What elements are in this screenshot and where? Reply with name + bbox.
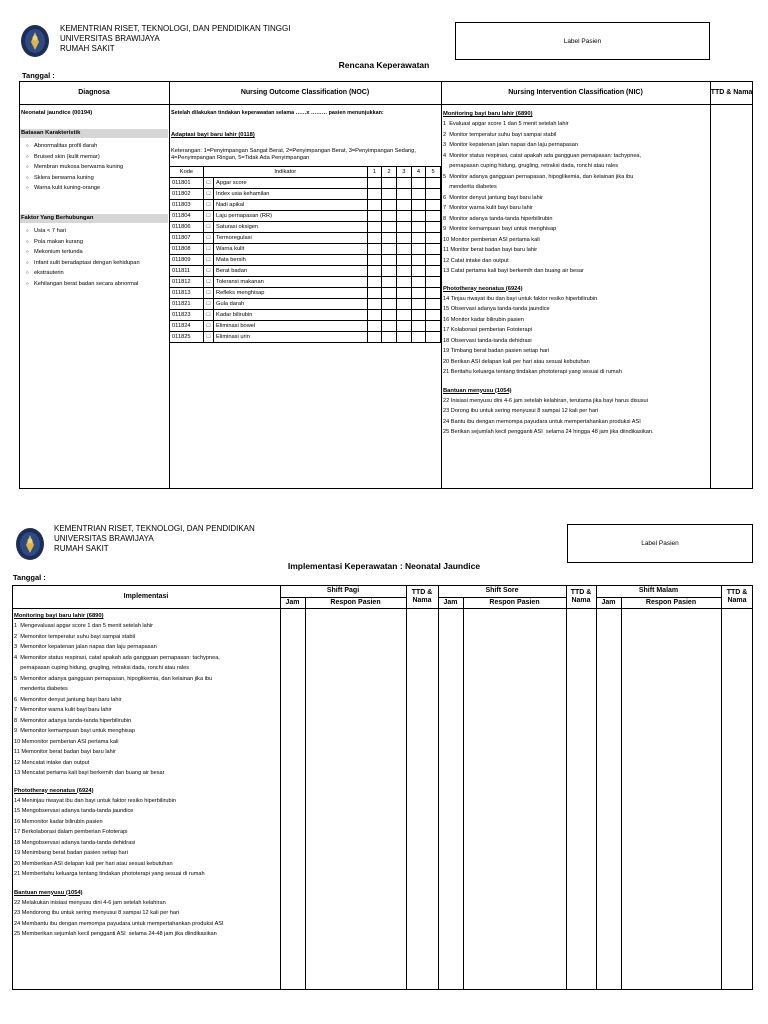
- indicator-code: 011812: [170, 277, 204, 288]
- list-item: 7 Monitor warna kulit bayi baru lahir: [443, 205, 533, 211]
- list-item: 14 Meninjau riwayat ibu dan bayi untuk faktor resiko hiperbilirubin: [14, 797, 176, 804]
- score-cell[interactable]: [396, 266, 411, 277]
- checkbox-icon[interactable]: □: [203, 332, 213, 343]
- col-jam-malam: Jam: [601, 598, 616, 606]
- col-nic: Nursing Intervention Classification (NIC): [508, 88, 643, 96]
- list-item: 1 Mengevaluasi apgar score 1 dan 5 menit setelah lahir: [14, 623, 153, 629]
- indicator-name: Index usia kehamilan: [214, 189, 368, 200]
- section-list: [14, 796, 279, 880]
- list-item: 19 Timbang berat badan pasien setiap hari: [443, 348, 550, 354]
- list-item: 21 Beritahu keluarga tentang tindakan phototerapi yang sesuai di rumah: [443, 369, 622, 375]
- patient-label-text: Label Pasien: [563, 37, 602, 45]
- list-item: 9 Monitor kemampuan bayi untuk menghisap: [443, 226, 557, 232]
- checkbox-icon[interactable]: □: [203, 244, 213, 255]
- list-item: 11 Memonitor berat badan bayi baru lahir: [14, 749, 116, 755]
- list-item: 16 Monitor kadar bilirubin pasien: [443, 316, 524, 323]
- org-header-2: [54, 524, 255, 554]
- section-list: [443, 294, 709, 378]
- list-item: 22 Inisiasi menyusu dini 4-6 jam setelah kelahiran, terutama jika bayi harus disusui: [443, 397, 648, 404]
- score-cell[interactable]: [382, 332, 397, 343]
- score-cell[interactable]: [426, 200, 441, 211]
- score-cell[interactable]: [426, 244, 441, 255]
- score-cell[interactable]: [396, 255, 411, 266]
- checkbox-icon[interactable]: □: [203, 233, 213, 244]
- score-cell[interactable]: [396, 222, 411, 233]
- score-cell[interactable]: [396, 189, 411, 200]
- checkbox-icon[interactable]: □: [203, 277, 213, 288]
- list-item: ○ Membran mukosa berwarna kuning: [22, 162, 123, 173]
- indicator-code: 011804: [170, 211, 204, 222]
- score-cell[interactable]: [411, 222, 426, 233]
- col-ttd-pagi: TTD & Nama: [411, 588, 433, 604]
- patient-label-box: [455, 22, 710, 60]
- list-item: 25 Memberikan sejumlah kecil pengganti ASI selama 24-48 jam jika diindikasikan: [14, 931, 217, 937]
- list-item: 20 Memberikan ASI delapan kali per hari atau sesuai kebutuhan: [14, 860, 173, 867]
- score-cell[interactable]: [367, 200, 382, 211]
- score-cell[interactable]: [367, 299, 382, 310]
- score-cell[interactable]: [367, 321, 382, 332]
- indicator-row: [170, 244, 441, 255]
- score-cell[interactable]: [426, 266, 441, 277]
- indicator-name: Apgar score: [214, 178, 368, 189]
- list-item: 10 Memonitor pemberian ASI pertama kali: [14, 738, 119, 745]
- indicator-name: Termoregulasi: [214, 233, 368, 244]
- score-cell[interactable]: [382, 266, 397, 277]
- score-cell[interactable]: [396, 211, 411, 222]
- score-cell[interactable]: [382, 299, 397, 310]
- indicator-row: [170, 222, 441, 233]
- score-cell[interactable]: [367, 244, 382, 255]
- indicator-code: 011802: [170, 189, 204, 200]
- indicator-name: Mata bersih: [214, 255, 368, 266]
- checkbox-icon[interactable]: □: [203, 310, 213, 321]
- list-item: ○ Kehilangan berat badan secara abnormal: [22, 279, 140, 290]
- score-cell[interactable]: [411, 244, 426, 255]
- indicator-row: [170, 321, 441, 332]
- score-cell[interactable]: [411, 178, 426, 189]
- org-line-2: UNIVERSITAS BRAWIJAYA: [60, 34, 160, 43]
- col-respon-pagi: Respon Pasien: [330, 598, 381, 606]
- indicator-row: [170, 233, 441, 244]
- faktor-title: Faktor Yang Berhubungan: [21, 215, 94, 221]
- indicator-name: Gula darah: [214, 299, 368, 310]
- impl-title: Implementasi Keperawatan : Neonatal Jaundice: [287, 561, 481, 571]
- scale-4: 4: [411, 167, 426, 178]
- score-cell[interactable]: [367, 310, 382, 321]
- score-cell[interactable]: [367, 266, 382, 277]
- list-item: 21 Memberitahu keluarga tentang tindakan phototerapi yang sesuai di rumah: [14, 871, 205, 877]
- score-cell[interactable]: [426, 178, 441, 189]
- checkbox-icon[interactable]: □: [203, 266, 213, 277]
- score-cell[interactable]: [367, 332, 382, 343]
- list-item: 5 Memonitor adanya gangguan pernapasan, hipoglikemia, dan kelainan jika ibu: [14, 675, 213, 682]
- checkbox-icon[interactable]: □: [203, 299, 213, 310]
- scale-5: 5: [426, 167, 441, 178]
- section-title: Bantuan menyusu (1054): [443, 387, 512, 394]
- score-cell[interactable]: [426, 321, 441, 332]
- checkbox-icon[interactable]: □: [203, 222, 213, 233]
- score-cell[interactable]: [426, 310, 441, 321]
- checkbox-icon[interactable]: □: [203, 178, 213, 189]
- indicator-code: 011807: [170, 233, 204, 244]
- list-item: 3 Monitor kepatenan jalan napas dan laju pernapasan: [443, 142, 578, 148]
- university-logo: [20, 24, 50, 58]
- score-cell[interactable]: [382, 321, 397, 332]
- score-cell[interactable]: [411, 288, 426, 299]
- scale-3: 3: [396, 167, 411, 178]
- list-item: menderita diabetes: [14, 686, 68, 692]
- scale-1: 1: [367, 167, 382, 178]
- list-item: 19 Menimbang berat badan pasien setiap hari: [14, 850, 128, 856]
- list-item: ○ Bruised skin (kulit memar): [22, 152, 123, 163]
- org-line-1: KEMENTRIAN RISET, TEKNOLOGI, DAN PENDIDIKAN: [54, 524, 255, 533]
- indicator-code: 011809: [170, 255, 204, 266]
- score-cell[interactable]: [367, 255, 382, 266]
- indicator-row: [170, 266, 441, 277]
- list-item: ○ Infant sulit beradaptasi dengan kehidupan: [22, 258, 140, 269]
- indicator-code: 011824: [170, 321, 204, 332]
- list-item: 20 Berikan ASI delapan kali per hari atau sesuai kebutuhan: [443, 358, 590, 365]
- org-line-2: UNIVERSITAS BRAWIJAYA: [54, 534, 154, 543]
- list-item: ○ ekstrauterin: [22, 268, 140, 279]
- kode-header: Kode: [170, 167, 204, 178]
- list-item: 6 Monitor denyut jantung bayi baru lahir: [443, 194, 543, 201]
- indicator-name: Berat badan: [214, 266, 368, 277]
- indicator-row: [170, 178, 441, 189]
- list-item: menderita diabetes: [443, 184, 497, 190]
- list-item: ○ Warna kulit kuning-orange: [22, 183, 123, 194]
- score-cell[interactable]: [367, 233, 382, 244]
- indicator-row: [170, 277, 441, 288]
- score-cell[interactable]: [367, 288, 382, 299]
- indicator-row: [170, 332, 441, 343]
- implementation-list: [14, 611, 279, 940]
- col-ttd-malam: TTD & Nama: [726, 588, 748, 604]
- indicator-name: Refleks menghisap: [214, 288, 368, 299]
- org-line-1: KEMENTRIAN RISET, TEKNOLOGI, DAN PENDIDIKAN TINGGI: [60, 24, 291, 33]
- score-cell[interactable]: [411, 266, 426, 277]
- checkbox-icon[interactable]: □: [203, 321, 213, 332]
- list-item: 11 Monitor berat badan bayi baru lahir: [443, 247, 538, 253]
- indicator-code: 011813: [170, 288, 204, 299]
- score-cell[interactable]: [367, 211, 382, 222]
- list-item: 24 Bantu ibu dengan memompa payudara untuk mempertahankan produksi ASI: [443, 418, 641, 425]
- org-line-3: RUMAH SAKIT: [60, 44, 115, 53]
- patient-label-box-2: [567, 524, 753, 563]
- indicator-row: [170, 189, 441, 200]
- score-cell[interactable]: [426, 299, 441, 310]
- score-cell[interactable]: [426, 277, 441, 288]
- patient-label-text: Label Pasien: [641, 540, 679, 547]
- indicator-name: Eliminasi urin: [214, 332, 368, 343]
- score-cell[interactable]: [426, 288, 441, 299]
- col-ttd: TTD & Nama: [710, 88, 753, 96]
- list-item: 13 Catat pertama kali bayi berkemih dan buang air besar: [443, 268, 584, 274]
- score-cell[interactable]: [367, 222, 382, 233]
- list-item: 3 Memonitor kepatenan jalan napas dan laju pernapasan: [14, 644, 157, 650]
- list-item: 12 Mencatat intake dan output: [14, 759, 90, 766]
- batasan-list: [22, 141, 123, 194]
- col-noc: Nursing Outcome Classification (NOC): [240, 88, 370, 96]
- noc-keterangan: Keterangan: 1=Penyimpangan Sangat Berat, 2=Penyimpangan Berat, 3=Penyimpangan Sedang, 4=Penyimpangan Ringan, 5=Tidak Ada Penyimpangan: [171, 148, 416, 161]
- checkbox-icon[interactable]: □: [203, 255, 213, 266]
- col-ttd-sore: TTD & Nama: [570, 588, 592, 604]
- list-item: 6 Memonitor denyut jantung bayi baru lahir: [14, 696, 122, 703]
- scale-2: 2: [382, 167, 397, 178]
- indicator-row: [170, 200, 441, 211]
- indicator-row: [170, 288, 441, 299]
- indicator-row: [170, 299, 441, 310]
- col-jam-sore: Jam: [443, 598, 458, 606]
- nic-list: [443, 109, 709, 438]
- score-cell[interactable]: [382, 200, 397, 211]
- list-item: 1 Evaluasi apgar score 1 dan 5 menit setelah lahir: [443, 121, 569, 127]
- score-cell[interactable]: [411, 321, 426, 332]
- score-cell[interactable]: [382, 277, 397, 288]
- org-header: [60, 24, 290, 54]
- indicator-name: Kadar bilirubin: [214, 310, 368, 321]
- score-cell[interactable]: [382, 288, 397, 299]
- list-item: 13 Mencatat pertama kali bayi berkemih dan buang air besar: [14, 770, 165, 776]
- col-shift-malam: Shift Malam: [638, 587, 679, 594]
- list-item: 2 Memonitor temperatur suhu bayi sampai stabil: [14, 633, 135, 640]
- score-cell[interactable]: [367, 277, 382, 288]
- section-title: Bantuan menyusu (1054): [14, 889, 83, 896]
- list-item: pernapasan cuping hidung, grugling, retraksi dada, ronchi atau rales: [443, 163, 619, 169]
- list-item: 25 Berikan sejumlah kecil pengganti ASI selama 24 hingga 48 jam jika diindikasikan.: [443, 429, 654, 435]
- indicator-header-row: [170, 167, 441, 178]
- score-cell[interactable]: [411, 233, 426, 244]
- score-cell[interactable]: [382, 178, 397, 189]
- checkbox-icon[interactable]: □: [203, 189, 213, 200]
- score-cell[interactable]: [426, 332, 441, 343]
- score-cell[interactable]: [382, 189, 397, 200]
- date-label-2: Tanggal :: [13, 573, 46, 582]
- indicator-code: 011821: [170, 299, 204, 310]
- section-title: Monitoring bayi baru lahir (6890): [443, 111, 533, 117]
- diagnosis-title: Neonatal jaundice (00194): [21, 110, 93, 116]
- score-cell[interactable]: [396, 200, 411, 211]
- list-item: 24 Membantu ibu dengan memompa payudara untuk mempertahankan produksi ASI: [14, 920, 224, 927]
- section-title: Phototheray neonatus (6924): [14, 787, 94, 794]
- score-cell[interactable]: [367, 178, 382, 189]
- indicator-table: [169, 166, 441, 343]
- score-cell[interactable]: [411, 332, 426, 343]
- col-respon-malam: Respon Pasien: [645, 598, 697, 606]
- score-cell[interactable]: [426, 222, 441, 233]
- list-item: 7 Memonitor warna kulit bayi baru lahir: [14, 707, 112, 713]
- date-label: Tanggal :: [22, 71, 55, 80]
- list-item: 16 Memonitor kadar bilirubin pasien: [14, 818, 103, 825]
- list-item: 23 Mendorong ibu untuk sering menyusui 8 sampai 12 kali per hari: [14, 910, 180, 916]
- indicator-name: Nadi apikal: [214, 200, 368, 211]
- score-cell[interactable]: [396, 277, 411, 288]
- score-cell[interactable]: [411, 255, 426, 266]
- list-item: pernapasan cuping hidung, grugling, retraksi dada, ronchi atau rales: [14, 665, 190, 671]
- score-cell[interactable]: [396, 332, 411, 343]
- faktor-list: [22, 226, 140, 289]
- org-line-3: RUMAH SAKIT: [54, 544, 109, 553]
- section-title: Monitoring bayi baru lahir (6890): [14, 613, 104, 619]
- section-list: [443, 119, 709, 277]
- university-logo-2: [15, 527, 45, 561]
- list-item: 15 Mengobservasi adanya tanda-tanda jaundice: [14, 808, 134, 814]
- score-cell[interactable]: [426, 255, 441, 266]
- list-item: ○ Mekonium tertunda: [22, 247, 140, 258]
- col-jam-pagi: Jam: [285, 598, 300, 606]
- list-item: 15 Observasi adanya tanda-tanda jaundice: [443, 306, 550, 312]
- indicator-name: Saturasi oksigen: [214, 222, 368, 233]
- col-shift-sore: Shift Sore: [485, 587, 519, 594]
- score-cell[interactable]: [367, 189, 382, 200]
- page-title: Rencana Keperawatan: [338, 60, 430, 70]
- score-cell[interactable]: [411, 310, 426, 321]
- score-cell[interactable]: [382, 211, 397, 222]
- indicator-code: 011801: [170, 178, 204, 189]
- list-item: ○ Sklera berwarna kuning: [22, 173, 123, 184]
- indicator-code: 011803: [170, 200, 204, 211]
- list-item: 9 Memonitor kemampuan bayi untuk menghisap: [14, 728, 135, 734]
- list-item: 5 Monitor adanya gangguan pernapasan, hipoglikemia, dan kelainan jika ibu: [443, 173, 634, 180]
- indicator-name: Warna kulit: [214, 244, 368, 255]
- col-respon-sore: Respon Pasien: [489, 598, 540, 606]
- noc-outcome: Adaptasi bayi baru lahir (0118): [171, 132, 255, 138]
- list-item: 8 Memonitor adanya tanda-tanda hiperbilirubin: [14, 717, 132, 724]
- checkbox-icon[interactable]: □: [203, 200, 213, 211]
- score-cell[interactable]: [396, 233, 411, 244]
- list-item: 23 Dorong ibu untuk sering menyusui 8 sampai 12 kali per hari: [443, 408, 599, 414]
- score-cell[interactable]: [411, 277, 426, 288]
- indicator-name: Eliminasi bowel: [214, 321, 368, 332]
- list-item: ○ Usia < 7 hari: [22, 226, 140, 237]
- indicator-name: Toleransi makanan: [214, 277, 368, 288]
- checkbox-icon[interactable]: □: [203, 211, 213, 222]
- score-cell[interactable]: [382, 310, 397, 321]
- list-item: 17 Kolaborasi pemberian Fototerapi: [443, 327, 532, 333]
- score-cell[interactable]: [426, 189, 441, 200]
- list-item: 8 Monitor adanya tanda-tanda hiperbilirubin: [443, 215, 553, 222]
- score-cell[interactable]: [396, 244, 411, 255]
- indicator-row: [170, 211, 441, 222]
- list-item: 17 Berkolaborasi dalam pemberian Fototerapi: [14, 829, 128, 835]
- indicator-code: 011811: [170, 266, 204, 277]
- list-item: ○ Abnormalitas profil darah: [22, 141, 123, 152]
- score-cell[interactable]: [411, 189, 426, 200]
- score-cell[interactable]: [411, 299, 426, 310]
- score-cell[interactable]: [382, 233, 397, 244]
- indicator-code: 011806: [170, 222, 204, 233]
- col-diagnosa: Diagnosa: [78, 88, 110, 96]
- list-item: 4 Monitor status respirasi, catat apakah ada gangguan pernapasan: tachypnea,: [443, 152, 642, 159]
- indicator-code: 011825: [170, 332, 204, 343]
- score-cell[interactable]: [396, 310, 411, 321]
- batasan-title: Batasan Karakteristik: [21, 130, 81, 136]
- section-list: [443, 396, 709, 438]
- list-item: 14 Tinjau riwayat ibu dan bayi untuk faktor resiko hiperbilirubin: [443, 295, 598, 302]
- indicator-code: 011808: [170, 244, 204, 255]
- list-item: 2 Monitor temperatur suhu bayi sampai stabil: [443, 131, 557, 138]
- indicator-row: [170, 255, 441, 266]
- score-cell[interactable]: [382, 255, 397, 266]
- list-item: 22 Melakukan inisiasi menyusu dini 4-6 jam setelah kelahiran: [14, 899, 166, 906]
- indicator-row: [170, 310, 441, 321]
- score-cell[interactable]: [411, 211, 426, 222]
- section-list: [14, 621, 279, 779]
- list-item: 4 Memonitor status respirasi, catat apakah ada gangguan pernapasan: tachypnea,: [14, 654, 220, 661]
- checkbox-icon[interactable]: □: [203, 288, 213, 299]
- score-cell[interactable]: [426, 233, 441, 244]
- indicator-name: Laju pernapasan (RR): [214, 211, 368, 222]
- section-list: [14, 898, 279, 940]
- score-cell[interactable]: [382, 222, 397, 233]
- score-cell[interactable]: [426, 211, 441, 222]
- score-cell[interactable]: [396, 288, 411, 299]
- section-title: Phototheray neonatus (6924): [443, 285, 523, 292]
- score-cell[interactable]: [396, 299, 411, 310]
- col-implementasi: Implementasi: [123, 592, 169, 600]
- list-item: 12 Catat intake dan output: [443, 257, 509, 264]
- noc-intro: Setelah dilakukan tindakan keperawatan selama ……x ……… pasien menunjukkan:: [171, 110, 384, 116]
- score-cell[interactable]: [396, 321, 411, 332]
- col-shift-pagi: Shift Pagi: [326, 587, 360, 594]
- indikator-header: Indikator: [203, 167, 367, 178]
- indicator-code: 011823: [170, 310, 204, 321]
- list-item: ○ Pola makan kurang: [22, 237, 140, 248]
- score-cell[interactable]: [411, 200, 426, 211]
- score-cell[interactable]: [382, 244, 397, 255]
- list-item: 18 Observasi tanda-tanda dehidrasi: [443, 337, 532, 344]
- list-item: 10 Monitor pemberian ASI pertama kali: [443, 236, 540, 243]
- list-item: 18 Mengobservasi adanya tanda-tanda dehidrasi: [14, 839, 136, 846]
- score-cell[interactable]: [396, 178, 411, 189]
